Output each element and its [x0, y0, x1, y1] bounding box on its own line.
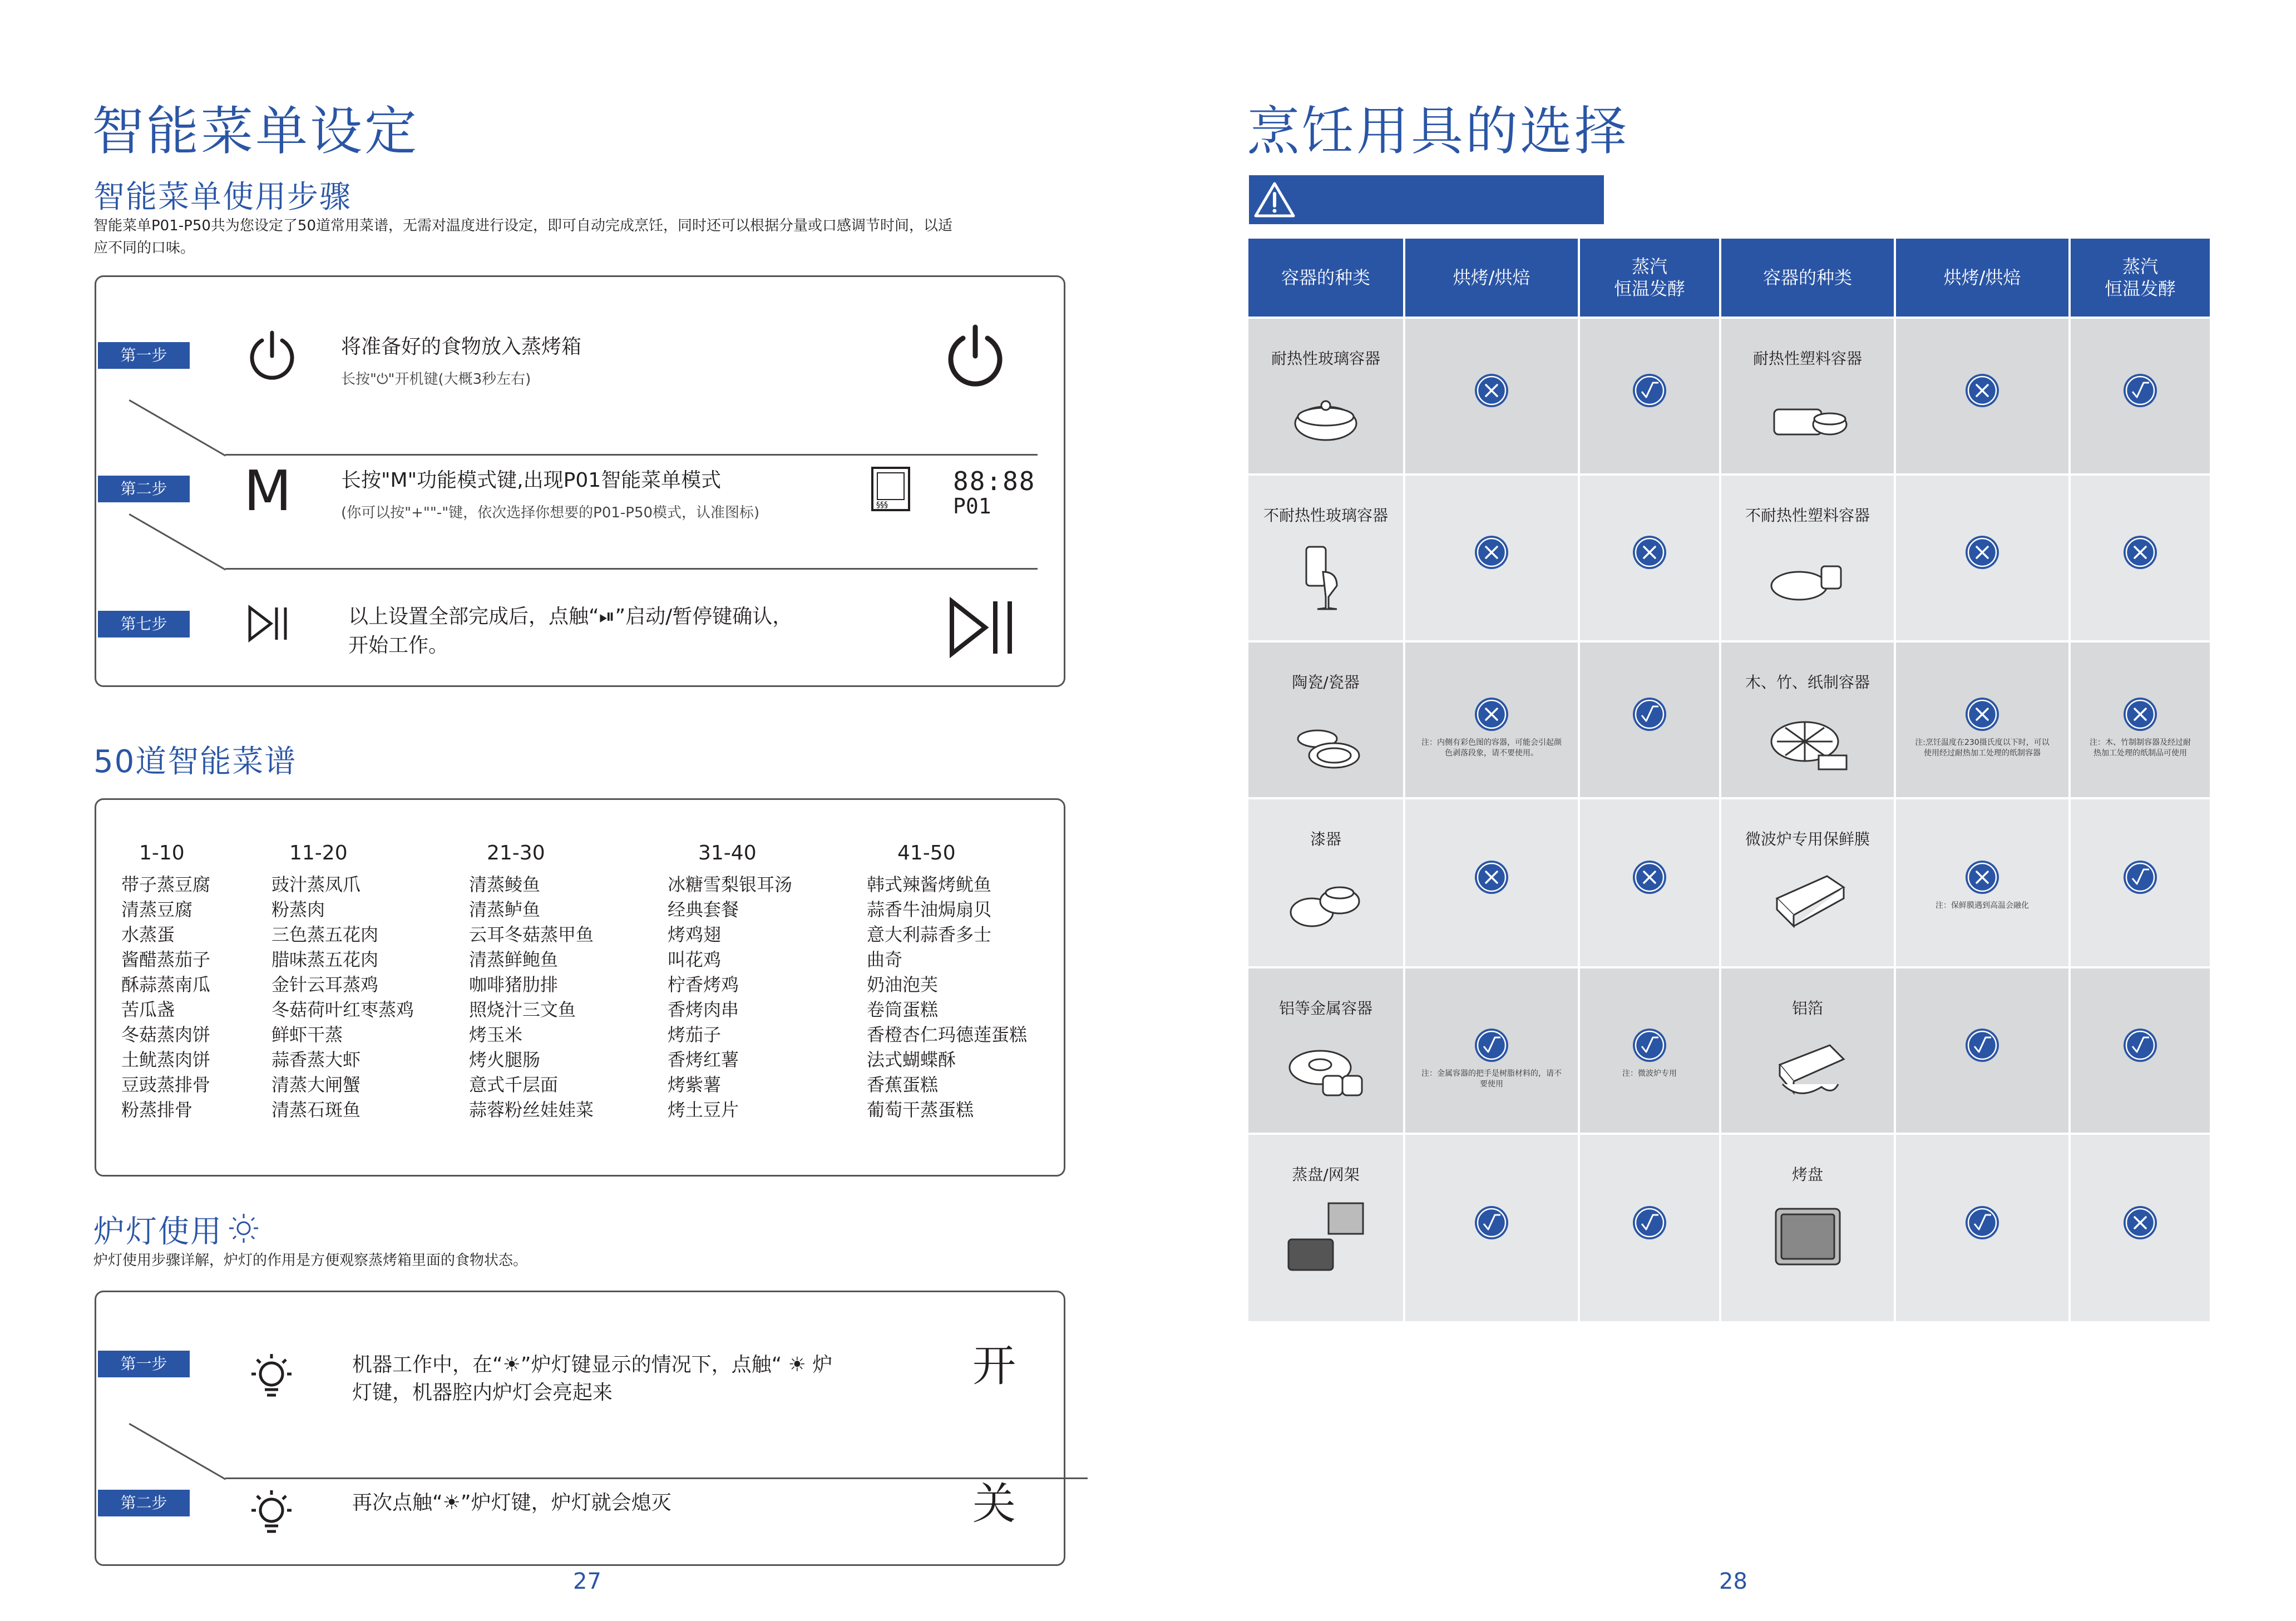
container-illustration	[1721, 1034, 1894, 1109]
recipe-item: 云耳冬菇蒸甲鱼	[469, 924, 594, 945]
bake-compatibility-cell	[1896, 1135, 2068, 1321]
compatibility-note: 注：金属容器的把手是树脂材料的，请不要使用	[1421, 1069, 1562, 1089]
steam-compatibility-cell	[2071, 643, 2210, 797]
recipe-range: 31-40	[698, 842, 757, 864]
lamp-step-2-line1: 再次点触“☀”炉灯键，炉灯就会熄灭	[352, 1491, 671, 1514]
cross-icon	[1632, 859, 1667, 895]
recipe-item: 烤土豆片	[668, 1099, 739, 1120]
lamp-divider-b	[225, 1477, 1088, 1479]
steam-compatibility-cell	[2071, 476, 2210, 640]
steam-compatibility-cell	[2071, 968, 2210, 1133]
recipe-item: 清蒸鲈鱼	[469, 899, 541, 920]
container-name: 木、竹、纸制容器	[1745, 673, 1870, 691]
container-name: 铝箔	[1791, 999, 1823, 1017]
play-pause-icon	[246, 604, 291, 643]
power-icon	[244, 328, 300, 384]
container-name: 不耐热性塑料容器	[1745, 506, 1870, 525]
recipe-item: 苦瓜盏	[121, 999, 175, 1020]
page-number-right: 28	[1719, 1569, 1747, 1594]
play-pause-icon-large	[947, 597, 1017, 658]
cross-icon	[1474, 535, 1509, 570]
recipe-item: 香蕉蛋糕	[867, 1074, 939, 1095]
lamp-step-1-line2: 灯键，机器腔内炉灯会亮起来	[352, 1381, 613, 1404]
lamp-icon	[227, 1212, 260, 1245]
step-divider-1b	[225, 454, 1038, 456]
recipe-column-4	[668, 842, 851, 1123]
header-container-type: 容器的种类	[1721, 239, 1894, 317]
step-7-text-2: 开始工作。	[348, 634, 449, 657]
step-divider-2	[129, 513, 226, 571]
bake-compatibility-cell	[1896, 799, 2068, 966]
step-7-text-1: 以上设置全部完成后，点触“⏯”启动/暂停键确认，	[348, 605, 793, 628]
container-type-cell	[1248, 799, 1403, 966]
lacquer-bowls-icon	[1284, 865, 1367, 937]
bake-compatibility-cell	[1405, 643, 1578, 797]
cross-icon	[1964, 696, 2000, 732]
container-name: 漆器	[1310, 830, 1341, 848]
recipe-item: 粉蒸排骨	[121, 1099, 193, 1120]
cross-icon	[1474, 373, 1509, 408]
steam-compatibility-cell	[1580, 319, 1719, 473]
check-icon	[1632, 1205, 1667, 1241]
recipe-item: 叫花鸡	[668, 949, 722, 970]
menu-steps-panel	[95, 275, 1065, 687]
steam-tray-rack-icon	[1284, 1200, 1367, 1273]
baking-tray-icon	[1766, 1200, 1849, 1273]
recipe-item: 冬菇蒸肉饼	[121, 1024, 211, 1045]
steam-compatibility-cell	[1580, 643, 1719, 797]
header-bake: 烘烤/烘焙	[1405, 239, 1578, 317]
smart-menu-icon	[871, 466, 911, 512]
container-illustration	[1721, 541, 1894, 616]
recipe-item: 照烧汁三文鱼	[469, 999, 576, 1020]
container-name: 铝等金属容器	[1278, 999, 1372, 1017]
container-type-cell	[1248, 968, 1403, 1133]
warning-bar	[1249, 175, 1604, 224]
lamp-steps-panel	[95, 1291, 1065, 1566]
glass-casserole-icon	[1284, 384, 1367, 457]
steam-compatibility-cell	[1580, 968, 1719, 1133]
check-icon	[1632, 373, 1667, 408]
check-icon	[1964, 1027, 2000, 1063]
compatibility-note: 注：内侧有彩色图的容器，可能会引起颜色剥落段象，请不要使用。	[1421, 738, 1562, 758]
page-number-left: 27	[573, 1569, 601, 1594]
check-icon	[2122, 373, 2158, 408]
recipe-range: 21-30	[487, 842, 545, 864]
mode-m-icon: M	[244, 458, 292, 523]
container-type-cell	[1721, 1135, 1894, 1321]
cookware-row	[1248, 643, 2210, 797]
container-type-cell	[1248, 643, 1403, 797]
cross-icon	[1474, 859, 1509, 895]
compatibility-note: 注：保鲜膜遇到高温会融化	[1935, 901, 2029, 910]
check-icon	[1632, 696, 1667, 732]
cross-icon	[2122, 696, 2158, 732]
container-illustration	[1721, 1200, 1894, 1275]
recipe-item: 烤鸡翅	[668, 924, 722, 945]
recipe-item: 土鱿蒸肉饼	[121, 1049, 211, 1070]
bake-compatibility-cell	[1896, 476, 2068, 640]
recipe-column-3	[469, 842, 653, 1123]
recipe-item: 奶油泡芙	[867, 974, 939, 995]
plastic-containers-icon	[1766, 384, 1849, 457]
cookware-row	[1248, 799, 2210, 966]
header-container-type: 容器的种类	[1248, 239, 1403, 317]
step-tag-1: 第一步	[98, 342, 190, 369]
lamp-on-label: 开	[972, 1341, 1016, 1391]
recipe-item: 烤玉米	[469, 1024, 523, 1045]
recipe-item: 豉汁蒸凤爪	[271, 874, 361, 895]
check-icon	[2122, 859, 2158, 895]
recipe-item: 清蒸石斑鱼	[271, 1099, 361, 1120]
recipe-column-5	[867, 842, 1056, 1123]
recipe-item: 香烤红薯	[668, 1049, 739, 1070]
cross-icon	[2122, 1205, 2158, 1241]
steam-compatibility-cell	[1580, 799, 1719, 966]
lamp-icon-step2	[244, 1487, 299, 1543]
recipe-range: 1-10	[139, 842, 185, 864]
recipe-item: 冬菇荷叶红枣蒸鸡	[271, 999, 414, 1020]
recipe-item: 葡萄干蒸蛋糕	[867, 1099, 974, 1120]
recipe-item: 烤紫薯	[668, 1074, 722, 1095]
recipe-item: 蒜香牛油焗扇贝	[867, 899, 992, 920]
container-type-cell	[1248, 319, 1403, 473]
steam-compatibility-cell	[2071, 1135, 2210, 1321]
power-icon-large	[942, 322, 1009, 391]
recipe-item: 曲奇	[867, 949, 903, 970]
step-divider-1	[129, 399, 226, 457]
bamboo-basket-icon	[1766, 708, 1849, 780]
lamp-divider	[129, 1423, 226, 1480]
container-name: 不耐热性玻璃容器	[1263, 506, 1388, 525]
recipes-panel	[95, 798, 1065, 1177]
step-tag-2: 第二步	[98, 476, 190, 502]
lamp-off-label: 关	[972, 1479, 1016, 1529]
page-title-left: 智能菜单设定	[92, 101, 419, 162]
ceramic-plates-icon	[1284, 708, 1367, 780]
lamp-step-1-line1: 机器工作中，在“☀”炉灯键显示的情况下，点触“ ☀ 炉	[352, 1353, 833, 1376]
bake-compatibility-cell	[1405, 476, 1578, 640]
check-icon	[1474, 1027, 1509, 1063]
recipe-item: 带子蒸豆腐	[121, 874, 211, 895]
check-icon	[1632, 1027, 1667, 1063]
display-code: P01	[953, 494, 991, 518]
display-digits: 88:88	[953, 466, 1036, 496]
compatibility-note: 注：微波炉专用	[1622, 1069, 1677, 1078]
bake-compatibility-cell	[1405, 799, 1578, 966]
container-name: 蒸盘/网架	[1292, 1165, 1360, 1184]
container-name: 烤盘	[1791, 1165, 1823, 1184]
container-name: 微波炉专用保鲜膜	[1745, 830, 1870, 848]
recipe-item: 咖啡猪肋排	[469, 974, 559, 995]
container-type-cell	[1248, 476, 1403, 640]
recipe-range: 11-20	[289, 842, 348, 864]
lamp-heading: 炉灯使用	[93, 1214, 223, 1250]
recipe-item: 烤茄子	[668, 1024, 722, 1045]
step-tag-7: 第七步	[98, 611, 190, 637]
warning-triangle-icon	[1252, 180, 1297, 219]
bake-compatibility-cell	[1896, 643, 2068, 797]
recipe-item: 腊味蒸五花肉	[271, 949, 379, 970]
recipe-item: 清蒸鲜鲍鱼	[469, 949, 559, 970]
container-type-cell	[1721, 643, 1894, 797]
steam-compatibility-cell	[2071, 319, 2210, 473]
svg-text:§§§: §§§	[876, 501, 888, 510]
container-type-cell	[1721, 968, 1894, 1133]
container-type-cell	[1721, 476, 1894, 640]
container-illustration	[1248, 1034, 1403, 1109]
metal-molds-icon	[1284, 1034, 1367, 1106]
compatibility-note: 注：木、竹制制容器及经过耐热加工处理的纸制品可使用	[2090, 738, 2191, 758]
container-illustration	[1721, 708, 1894, 783]
cookware-row	[1248, 319, 2210, 473]
recipe-item: 意大利蒜香多士	[867, 924, 992, 945]
recipe-item: 卷筒蛋糕	[867, 999, 939, 1020]
recipe-item: 清蒸鲮鱼	[469, 874, 541, 895]
header-bake: 烘烤/烘焙	[1896, 239, 2068, 317]
recipe-item: 蒜蓉粉丝娃娃菜	[469, 1099, 594, 1120]
recipe-item: 清蒸豆腐	[121, 899, 193, 920]
container-illustration	[1248, 1200, 1403, 1275]
cookware-row	[1248, 968, 2210, 1133]
plastic-wrap-icon	[1766, 865, 1849, 937]
recipe-range: 41-50	[897, 842, 956, 864]
bake-compatibility-cell	[1896, 319, 2068, 473]
step-1-subtext: 长按"⏻"开机键(大概3秒左右)	[341, 371, 531, 388]
container-illustration	[1721, 865, 1894, 940]
lamp-step-tag-1: 第一步	[98, 1351, 190, 1377]
recipes-heading: 50道智能菜谱	[93, 744, 297, 780]
check-icon	[1964, 1205, 2000, 1241]
cookware-row	[1248, 476, 2210, 640]
compatibility-note: 注:烹饪温度在230摄氏度以下时，可以使用经过耐热加工处理的纸制容器	[1915, 738, 2050, 758]
recipe-item: 柠香烤鸡	[668, 974, 739, 995]
container-illustration	[1248, 708, 1403, 783]
recipe-item: 水蒸蛋	[121, 924, 175, 945]
aluminum-foil-icon	[1766, 1034, 1849, 1106]
bake-compatibility-cell	[1405, 1135, 1578, 1321]
container-illustration	[1248, 865, 1403, 940]
container-illustration	[1248, 541, 1403, 616]
header-steam: 蒸汽 恒温发酵	[2071, 239, 2210, 317]
step-1-text: 将准备好的食物放入蒸烤箱	[341, 335, 582, 358]
recipe-item: 金针云耳蒸鸡	[271, 974, 379, 995]
recipe-column-2	[271, 842, 455, 1123]
recipe-item: 意式千层面	[469, 1074, 559, 1095]
recipe-item: 烤火腿肠	[469, 1049, 541, 1070]
bake-compatibility-cell	[1405, 968, 1578, 1133]
cross-icon	[1632, 535, 1667, 570]
recipe-item: 香烤肉串	[668, 999, 739, 1020]
recipe-item: 鲜虾干蒸	[271, 1024, 343, 1045]
container-type-cell	[1721, 799, 1894, 966]
steps-intro-line1: 智能菜单P01-P50共为您设定了50道常用菜谱，无需对温度进行设定，即可自动完成烹饪，同时还可以根据分量或口感调节时间，以适	[93, 218, 952, 234]
glass-cups-icon	[1284, 541, 1367, 614]
steps-heading: 智能菜单使用步骤	[93, 179, 352, 215]
lamp-icon-step1	[244, 1351, 299, 1406]
recipe-item: 韩式辣酱烤鱿鱼	[867, 874, 992, 895]
recipe-item: 粉蒸肉	[271, 899, 325, 920]
recipe-item: 豆豉蒸排骨	[121, 1074, 211, 1095]
recipe-item: 三色蒸五花肉	[271, 924, 379, 945]
lamp-step-tag-2: 第二步	[98, 1490, 190, 1516]
container-name: 耐热性塑料容器	[1752, 349, 1862, 368]
recipe-item: 蒜香蒸大虾	[271, 1049, 361, 1070]
plastic-tableware-icon	[1766, 541, 1849, 614]
check-icon	[1474, 1205, 1509, 1241]
recipe-item: 酥蒜蒸南瓜	[121, 974, 211, 995]
steam-compatibility-cell	[1580, 1135, 1719, 1321]
bake-compatibility-cell	[1896, 968, 2068, 1133]
cross-icon	[1964, 859, 2000, 895]
recipe-item: 冰糖雪梨银耳汤	[668, 874, 793, 895]
check-icon	[2122, 1027, 2158, 1063]
steps-intro-line2: 应不同的口味。	[93, 240, 195, 256]
step-divider-2b	[225, 568, 1038, 570]
cookware-table	[1246, 236, 2212, 1323]
cross-icon	[2122, 535, 2158, 570]
recipe-item: 酱醋蒸茄子	[121, 949, 211, 970]
steam-compatibility-cell	[1580, 476, 1719, 640]
container-illustration	[1721, 384, 1894, 459]
bake-compatibility-cell	[1405, 319, 1578, 473]
cross-icon	[1964, 373, 2000, 408]
container-type-cell	[1721, 319, 1894, 473]
cookware-row	[1248, 1135, 2210, 1321]
recipe-item: 香橙杏仁玛德莲蛋糕	[867, 1024, 1028, 1045]
cross-icon	[1964, 535, 2000, 570]
recipe-item: 法式蝴蝶酥	[867, 1049, 956, 1070]
step-2-text: 长按"M"功能模式键,出现P01智能菜单模式	[341, 469, 722, 492]
recipe-item: 清蒸大闸蟹	[271, 1074, 361, 1095]
cross-icon	[1474, 696, 1509, 732]
container-illustration	[1248, 384, 1403, 459]
container-name: 陶瓷/瓷器	[1292, 673, 1360, 691]
lamp-intro: 炉灯使用步骤详解，炉灯的作用是方便观察蒸烤箱里面的食物状态。	[93, 1252, 528, 1269]
header-steam: 蒸汽 恒温发酵	[1580, 239, 1719, 317]
steam-compatibility-cell	[2071, 799, 2210, 966]
page-title-right: 烹饪用具的选择	[1247, 101, 1630, 162]
recipe-item: 经典套餐	[668, 899, 739, 920]
container-name: 耐热性玻璃容器	[1271, 349, 1380, 368]
container-type-cell	[1248, 1135, 1403, 1321]
step-2-subtext: (你可以按"+""-"键，依次选择你想要的P01-P50模式，认准图标)	[341, 505, 760, 521]
